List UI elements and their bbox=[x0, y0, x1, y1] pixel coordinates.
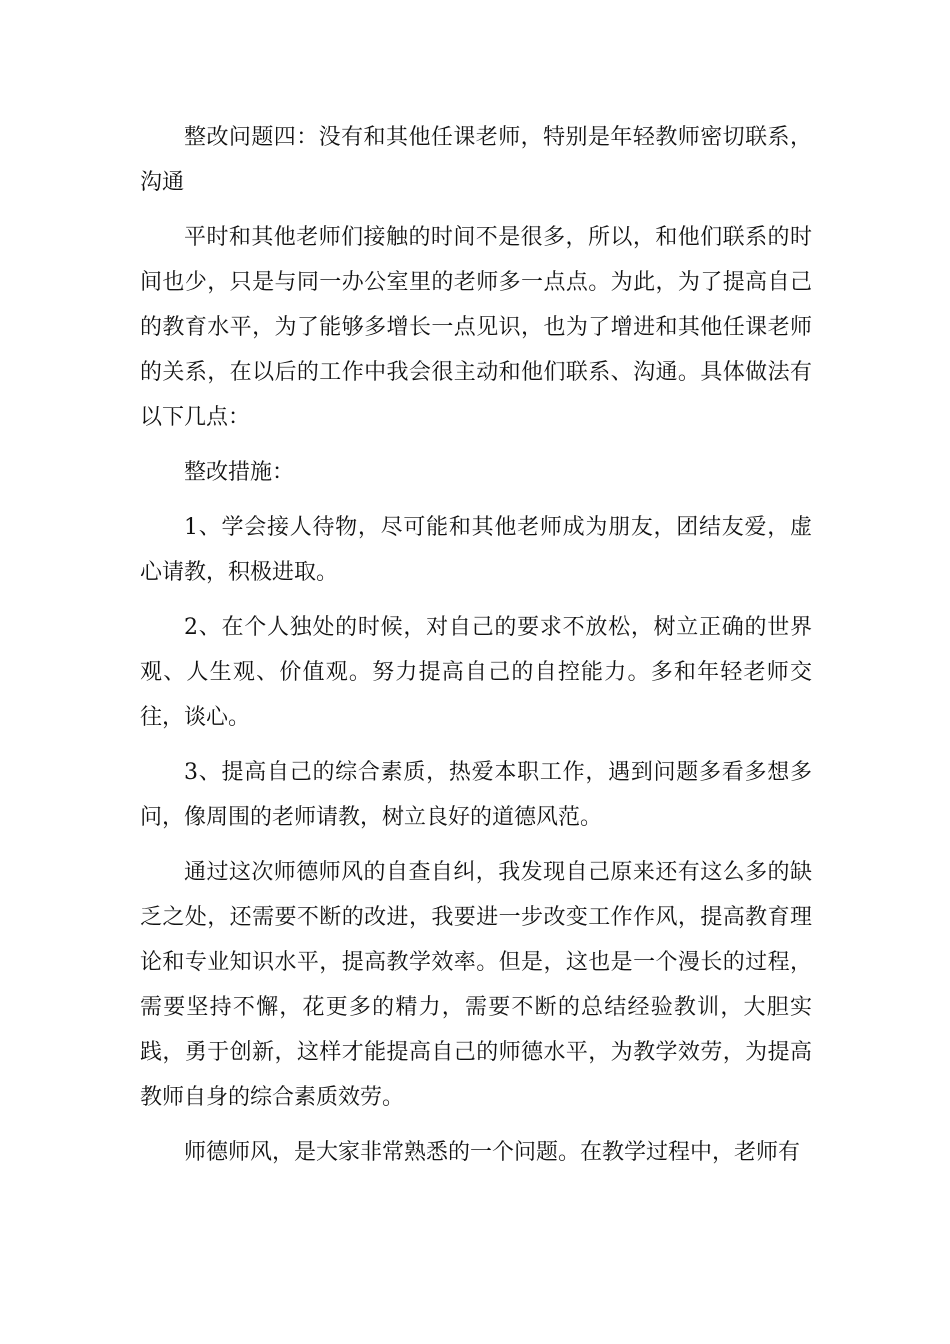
paragraph-current-situation: 平时和其他老师们接触的时间不是很多，所以，和他们联系的时间也少，只是与同一办公室里的老师多一点点。为此，为了提高自己的教育水平，为了能够多增长一点见识，也为了增进和其他任课老师的关系，在以后的工作中我会很主动和他们联系、沟通。具体做法有以下几点： bbox=[140, 225, 812, 430]
paragraph-measure-2: 2、在个人独处的时候，对自己的要求不放松，树立正确的世界观、人生观、价值观。努力提高自己的自控能力。多和年轻老师交往，谈心。 bbox=[140, 615, 812, 730]
paragraph-teacher-ethics: 师德师风，是大家非常熟悉的一个问题。在教学过程中，老师有 bbox=[184, 1140, 801, 1165]
paragraph-issue-four: 整改问题四：没有和其他任课老师，特别是年轻教师密切联系，沟通 bbox=[140, 125, 812, 195]
paragraph-measure-3: 3、提高自己的综合素质，热爱本职工作，遇到问题多看多想多问，像周围的老师请教，树立良好的道德风范。 bbox=[140, 760, 812, 830]
paragraph-measures-heading: 整改措施： bbox=[184, 460, 295, 485]
paragraph-measure-1: 1、学会接人待物，尽可能和其他老师成为朋友，团结友爱，虚心请教，积极进取。 bbox=[140, 515, 812, 585]
paragraph-self-review: 通过这次师德师风的自查自纠，我发现自己原来还有这么多的缺乏之处，还需要不断的改进，我要进一步改变工作作风，提高教育理论和专业知识水平，提高教学效率。但是，这也是一个漫长的过程，需要坚持不懈，花更多的精力，需要不断的总结经验教训，大胆实践，勇于创新，这样才能提高自己的师德水平，为教学效劳，为提高教师自身的综合素质效劳。 bbox=[140, 860, 812, 1110]
document-body bbox=[140, 115, 812, 1185]
